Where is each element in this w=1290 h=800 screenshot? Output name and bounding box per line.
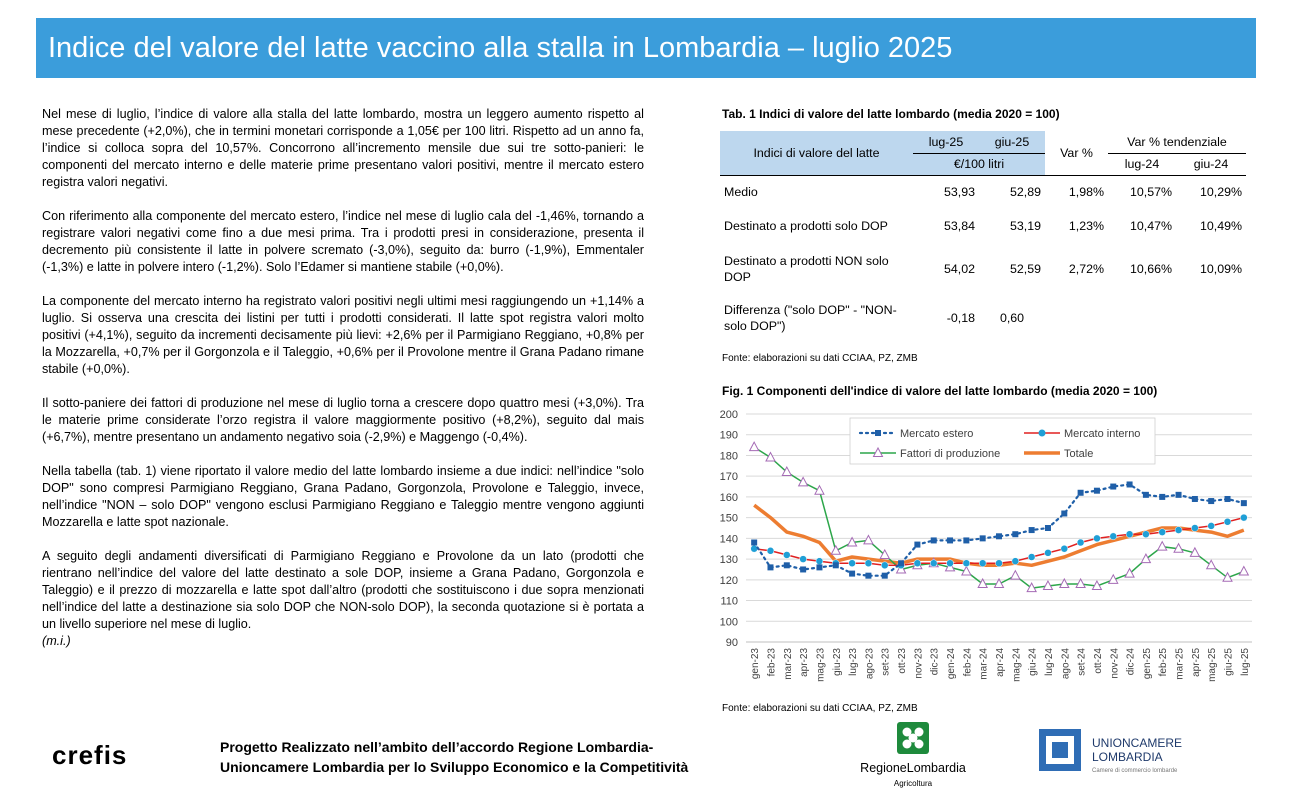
data-point-mercato-interno xyxy=(1191,525,1198,532)
x-tick-label: dic-24 xyxy=(1125,648,1137,676)
legend-box xyxy=(850,418,1155,464)
x-tick-label: dic-23 xyxy=(929,648,941,676)
project-line-1: Progetto Realizzato nell’ambito dell’accordo Regione Lombardia- xyxy=(220,739,654,755)
data-point-mercato-interno xyxy=(800,556,807,563)
data-point-mercato-interno xyxy=(767,547,774,554)
data-point-mercato-estero xyxy=(931,537,937,543)
data-point-fattori-produzione xyxy=(1158,542,1167,551)
data-point-mercato-estero xyxy=(898,560,904,566)
col-header-lug25: lug-25 xyxy=(913,131,979,153)
data-point-fattori-produzione xyxy=(1239,567,1248,576)
cell-giu24 xyxy=(1176,295,1246,341)
col-header-unit: €/100 litri xyxy=(913,153,1045,175)
data-point-mercato-interno xyxy=(930,560,937,567)
y-tick-label: 120 xyxy=(719,574,738,587)
data-point-mercato-estero xyxy=(1192,496,1198,502)
data-point-mercato-estero xyxy=(751,540,757,546)
cell-var: 1,23% xyxy=(1068,219,1104,233)
cell-giu25: 52,89 xyxy=(1009,185,1041,200)
x-tick-label: ott-24 xyxy=(1092,648,1104,674)
col-header-giu24: giu-24 xyxy=(1176,153,1246,175)
y-tick-label: 110 xyxy=(720,595,738,608)
data-point-mercato-estero xyxy=(849,571,855,577)
col-header-var: Var % xyxy=(1045,131,1108,175)
page-title: Indice del valore del latte vaccino alla stalla in Lombardia – luglio 2025 xyxy=(48,32,953,64)
x-tick-label: set-24 xyxy=(1076,648,1088,676)
data-point-mercato-interno xyxy=(979,560,986,567)
cell-giu25: 52,59 xyxy=(1009,262,1041,276)
data-point-mercato-estero xyxy=(833,562,839,568)
data-point-mercato-interno xyxy=(1208,522,1215,529)
col-header-lug24: lug-24 xyxy=(1108,153,1176,175)
data-point-mercato-interno xyxy=(1224,518,1231,525)
col-header-var-tendenziale: Var % tendenziale xyxy=(1108,131,1246,153)
data-point-mercato-interno xyxy=(881,562,888,569)
data-point-mercato-estero xyxy=(980,535,986,541)
x-tick-label: apr-23 xyxy=(799,648,811,677)
y-tick-label: 190 xyxy=(719,429,738,442)
y-tick-label: 170 xyxy=(719,471,738,484)
data-point-mercato-estero xyxy=(1029,527,1035,533)
data-point-mercato-estero xyxy=(1110,484,1116,490)
cell-var xyxy=(1045,295,1108,341)
legend-label: Totale xyxy=(1064,448,1094,460)
signature: (m.i.) xyxy=(42,634,71,648)
y-tick-label: 160 xyxy=(719,491,738,504)
x-tick-label: feb-25 xyxy=(1158,648,1170,677)
legend-label: Mercato interno xyxy=(1064,428,1141,440)
title-banner xyxy=(36,18,1256,78)
x-tick-label: mag-25 xyxy=(1207,648,1219,682)
data-point-mercato-estero xyxy=(914,542,920,548)
x-tick-label: apr-25 xyxy=(1190,648,1202,677)
x-tick-label: gen-24 xyxy=(946,648,958,680)
cell-giu25: 53,19 xyxy=(1009,219,1041,233)
table-title: Tab. 1 Indici di valore del latte lombardo (media 2020 = 100) xyxy=(722,107,1060,121)
unioncamere-tag: Camere di commercio lombarde xyxy=(1092,768,1178,774)
data-point-mercato-interno xyxy=(963,560,970,567)
data-point-fattori-produzione xyxy=(1011,571,1020,580)
data-point-mercato-estero xyxy=(1143,492,1149,498)
cell-lug24: 10,66% xyxy=(1129,262,1172,276)
data-point-mercato-estero xyxy=(1241,500,1247,506)
y-tick-label: 90 xyxy=(725,637,738,649)
x-tick-label: giu-24 xyxy=(1027,648,1039,676)
regione-lombardia-emblem-icon xyxy=(897,722,929,754)
figure-title: Fig. 1 Componenti dell'indice di valore del latte lombardo (media 2020 = 100) xyxy=(722,384,1158,398)
data-point-mercato-interno xyxy=(865,560,872,567)
data-point-mercato-interno xyxy=(783,551,790,558)
cell-giu24: 10,29% xyxy=(1199,185,1242,200)
row-label: Differenza ("solo DOP" - "NON-solo DOP") xyxy=(724,303,897,333)
row-label: Destinato a prodotti solo DOP xyxy=(724,219,888,233)
cell-giu25: 0,60 xyxy=(999,311,1025,325)
x-tick-label: mar-23 xyxy=(782,648,794,680)
data-point-mercato-interno xyxy=(1240,514,1247,521)
y-tick-label: 150 xyxy=(719,512,738,525)
data-point-mercato-interno xyxy=(1012,558,1019,565)
line-chart xyxy=(704,402,1260,702)
x-tick-label: nov-24 xyxy=(1109,648,1121,679)
y-tick-label: 130 xyxy=(719,554,738,567)
data-point-mercato-estero xyxy=(784,562,790,568)
row-label: Medio xyxy=(724,185,758,200)
x-tick-label: ago-24 xyxy=(1060,648,1072,680)
col-header-giu25: giu-25 xyxy=(979,131,1045,153)
data-point-fattori-produzione xyxy=(1141,554,1150,563)
legend-marker-mercato-estero xyxy=(875,430,881,436)
cell-var: 2,72% xyxy=(1068,262,1104,276)
paragraph: Il sotto-paniere dei fattori di produzione nel mese di luglio torna a crescere dopo quattro mesi (+3,0%). Tra le materie prime considerate l’orzo registra il valore maggiormente positivo (+8,2%), seguito dal mais (+6,7%), mentre presentano un andamento negativo soia (-2,9%) e Maggengo (-0,4%). xyxy=(42,396,644,444)
data-point-fattori-produzione xyxy=(766,453,775,462)
x-tick-label: nov-23 xyxy=(913,648,925,679)
data-point-mercato-estero xyxy=(1045,525,1051,531)
paragraph-text: A seguito degli andamenti diversificati di Parmigiano Reggiano e Provolone da un lato (prodotti che rientrano nell’indice del valore del latte destinato a sole DOP, insieme a Grana Padano, Gorgonzola e Taleggio) e il prezzo di mozzarella e latte spot dall’altro (prodotti che sostituiscono i due sopra menzionati nell’indice del latte a destinazione sia solo DOP che NON-solo DOP), la seconda quotazione si è portata a un livello superiore nel mese di luglio. xyxy=(42,549,644,631)
cell-var: 1,98% xyxy=(1068,185,1104,200)
figure-source: Fonte: elaborazioni su dati CCIAA, PZ, ZMB xyxy=(722,703,918,714)
x-tick-label: gen-25 xyxy=(1141,648,1153,680)
data-point-mercato-estero xyxy=(1159,494,1165,500)
data-point-mercato-interno xyxy=(1061,545,1068,552)
x-tick-label: mag-23 xyxy=(815,648,827,682)
x-tick-label: lug-25 xyxy=(1239,648,1251,676)
x-tick-label: set-23 xyxy=(880,648,892,676)
row-label: Destinato a prodotti NON solo DOP xyxy=(724,254,889,284)
data-point-mercato-interno xyxy=(1175,527,1182,534)
unioncamere-logo xyxy=(1038,728,1183,777)
data-point-mercato-interno xyxy=(1077,539,1084,546)
data-point-mercato-estero xyxy=(1094,488,1100,494)
table-row-header: Indici di valore del latte xyxy=(720,131,913,175)
data-point-mercato-estero xyxy=(963,537,969,543)
data-point-mercato-interno xyxy=(914,560,921,567)
cell-lug25: 53,93 xyxy=(943,185,975,200)
regione-lombardia-logo xyxy=(848,722,978,788)
data-point-mercato-estero xyxy=(996,533,1002,539)
y-tick-label: 140 xyxy=(719,533,738,546)
cell-lug24: 10,47% xyxy=(1129,219,1172,233)
x-tick-label: giu-23 xyxy=(831,648,843,676)
data-point-mercato-interno xyxy=(1044,549,1051,556)
data-point-mercato-estero xyxy=(1176,492,1182,498)
crefis-logo: crefis xyxy=(52,740,128,770)
x-tick-label: feb-24 xyxy=(962,648,974,677)
x-tick-label: mag-24 xyxy=(1011,648,1023,682)
data-point-mercato-estero xyxy=(1208,498,1214,504)
data-point-mercato-interno xyxy=(1142,531,1149,538)
data-point-mercato-estero xyxy=(1012,531,1018,537)
index-table xyxy=(720,131,1246,341)
legend-marker-mercato-interno xyxy=(1039,430,1046,437)
x-tick-label: giu-25 xyxy=(1223,648,1235,676)
data-point-fattori-produzione xyxy=(864,535,873,544)
data-point-fattori-produzione xyxy=(815,486,824,495)
table-source: Fonte: elaborazioni su dati CCIAA, PZ, ZMB xyxy=(722,353,918,364)
data-point-mercato-estero xyxy=(1078,490,1084,496)
data-point-mercato-interno xyxy=(1159,529,1166,536)
x-tick-label: ott-23 xyxy=(897,648,909,674)
table-row xyxy=(720,175,1246,209)
x-tick-label: lug-24 xyxy=(1043,648,1055,676)
data-point-mercato-estero xyxy=(816,564,822,570)
cell-lug25: 54,02 xyxy=(943,262,975,276)
data-point-mercato-interno xyxy=(947,560,954,567)
cell-lug25: -0,18 xyxy=(946,311,975,325)
data-point-mercato-estero xyxy=(865,573,871,579)
x-tick-label: apr-24 xyxy=(995,648,1006,677)
unioncamere-emblem-icon xyxy=(1038,728,1082,772)
data-point-mercato-interno xyxy=(1028,554,1035,561)
data-point-fattori-produzione xyxy=(1207,560,1216,569)
x-tick-label: feb-23 xyxy=(766,648,778,677)
data-point-mercato-interno xyxy=(816,558,823,565)
data-point-mercato-estero xyxy=(882,573,888,579)
x-tick-label: ago-23 xyxy=(864,648,876,680)
x-tick-label: mar-25 xyxy=(1174,648,1186,680)
y-tick-label: 200 xyxy=(719,409,738,421)
data-point-mercato-interno xyxy=(1126,531,1133,538)
y-tick-label: 100 xyxy=(719,616,738,629)
regione-name: RegioneLombardia xyxy=(860,761,966,775)
cell-giu24: 10,09% xyxy=(1199,262,1242,276)
table-row xyxy=(720,209,1246,243)
legend-label: Fattori di produzione xyxy=(900,448,1001,460)
data-point-mercato-estero xyxy=(1061,510,1067,516)
data-point-mercato-interno xyxy=(849,560,856,567)
data-point-mercato-estero xyxy=(1225,496,1231,502)
data-point-mercato-estero xyxy=(767,564,773,570)
x-tick-label: gen-23 xyxy=(750,648,762,680)
data-point-mercato-interno xyxy=(751,545,758,552)
series-line-mercato-interno xyxy=(754,518,1244,566)
data-point-mercato-interno xyxy=(1110,533,1117,540)
cell-lug24: 10,57% xyxy=(1129,185,1172,200)
data-point-mercato-interno xyxy=(1093,535,1100,542)
data-point-fattori-produzione xyxy=(799,477,808,486)
data-point-mercato-estero xyxy=(800,566,806,572)
table-row xyxy=(720,243,1246,295)
paragraph: Nella tabella (tab. 1) viene riportato il valore medio del latte lombardo insieme a due indici: nell’indice "solo DOP" sono compresi Parmigiano Reggiano, Grana Padano, Gorgonzola, Provolone e Taleggio, invece, nell’indice "NON – solo DOP" vengono esclusi Parmigiano Reggiano e Taleggio mentre vengono aggiunti Mozzarella e latte spot nazionale. xyxy=(42,464,644,529)
cell-lug24 xyxy=(1108,295,1176,341)
data-point-mercato-interno xyxy=(996,560,1003,567)
paragraph: La componente del mercato interno ha registrato valori positivi negli ultimi mesi raggiungendo un +1,14% a luglio. Si osserva una crescita dei listini per tutti i prodotti considerati. Il latte spot registra valori molto positivi (+4,1%), seguito da incrementi decisamente più lievi: +2,6% per il Parmigiano Reggiano, +0,8% per la Mozzarella, +0,7% per il Gorgonzola e il Taleggio, +0,6% per il Provolone mentre il Grana Padano rimane stabile (+0,0%). xyxy=(42,294,644,376)
project-description xyxy=(220,737,688,777)
x-tick-label: mar-24 xyxy=(978,648,990,680)
regione-sub: Agricoltura xyxy=(893,779,933,788)
y-tick-label: 180 xyxy=(719,450,738,463)
paragraph: Con riferimento alla componente del mercato estero, l’indice nel mese di luglio cala del -1,46%, tornando a registrare valori negativi come fino a due mesi prima. Tra i prodotti presi in considerazione, presenta il decremento più consistente il latte in polvere scremato (-3,0%), seguito da: burro (-1,9%), Emmentaler (-1,3%) e latte in polvere intero (-1,2%). Solo l’Edamer si mantiene stabile (+0,0%). xyxy=(42,209,644,274)
data-point-fattori-produzione xyxy=(750,442,759,451)
project-line-2: Unioncamere Lombardia per lo Sviluppo Economico e la Competitività xyxy=(220,759,689,775)
data-point-mercato-estero xyxy=(947,537,953,543)
paragraph: Nel mese di luglio, l’indice di valore alla stalla del latte lombardo, mostra un leggero aumento rispetto al mese precedente (+2,0%), che in termini monetari corrisponde a 1,05€ per 100 litri. Rispetto ad un anno fa, l’indice si colloca sopra del 10,57%. Concorrono all’incremento mensile due sui tre sotto-panieri: le componenti del mercato interno e delle materie prime presentano valori positivi, mentre il mercato estero registra valori negativi. xyxy=(42,107,644,189)
paragraph xyxy=(42,548,644,650)
legend-label: Mercato estero xyxy=(900,428,974,440)
unioncamere-name: UNIONCAMERE LOMBARDIA xyxy=(1092,736,1183,764)
table-row xyxy=(720,295,1246,341)
cell-giu24: 10,49% xyxy=(1199,219,1242,233)
article-text xyxy=(42,106,644,650)
data-point-mercato-estero xyxy=(1127,481,1133,487)
x-tick-label: lug-23 xyxy=(848,648,860,676)
cell-lug25: 53,84 xyxy=(943,219,975,233)
